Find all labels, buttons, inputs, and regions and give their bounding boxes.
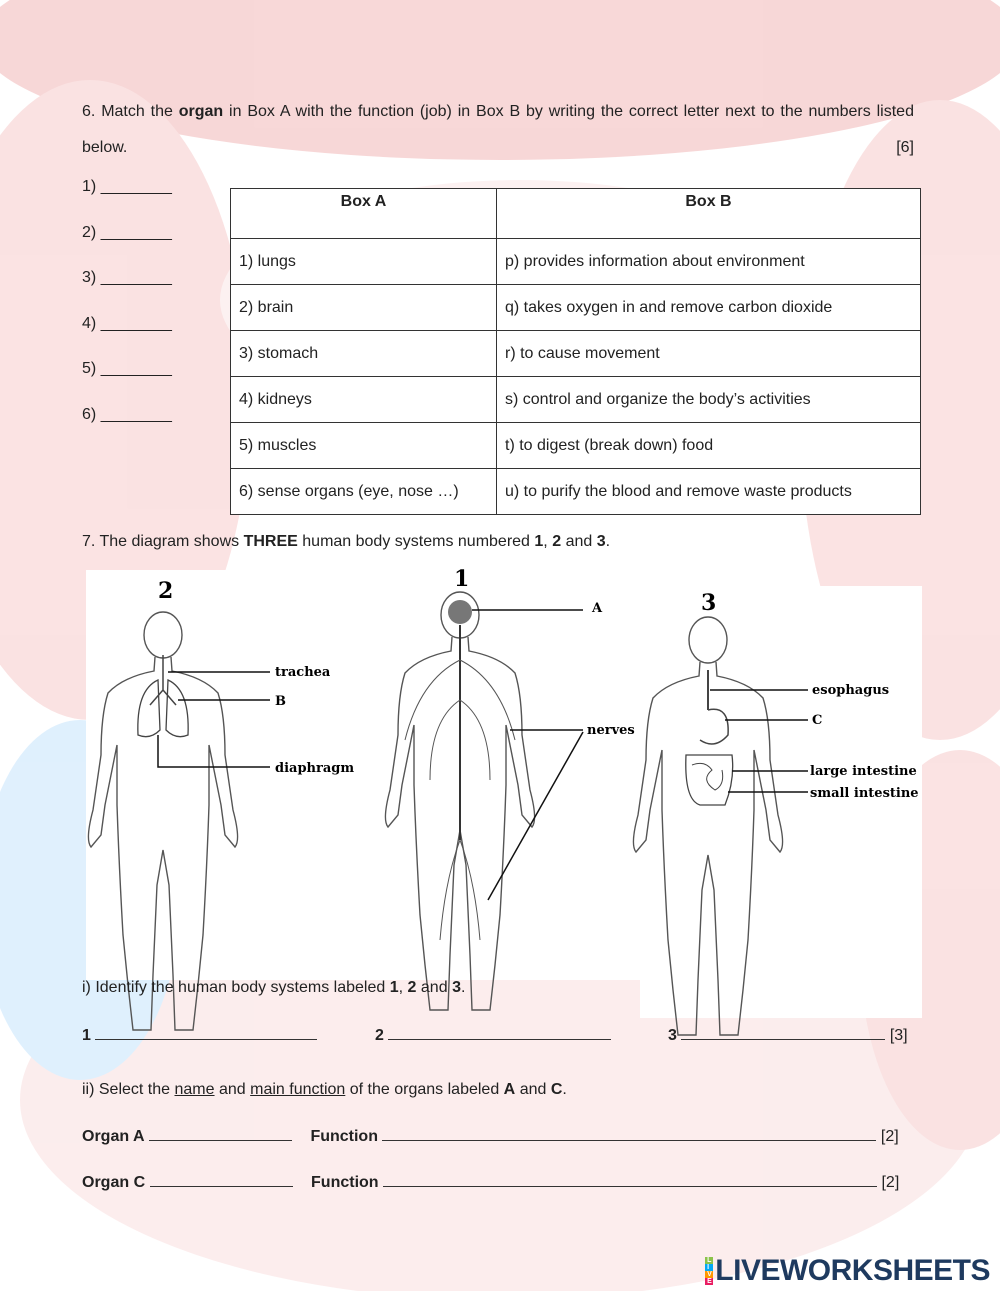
q7-bold: THREE — [243, 533, 298, 550]
answer-slot-label: 3) — [82, 269, 97, 286]
qii-u2: main function — [250, 1081, 346, 1098]
answer-slot-label: 1) — [82, 178, 97, 195]
box-b-cell: p) provides information about environment — [497, 239, 921, 285]
qii-mid: of the organs labeled — [349, 1081, 500, 1098]
function-label: Function — [311, 1174, 379, 1191]
answer-slot-label: 5) — [82, 360, 97, 377]
label-nerves: nerves — [587, 723, 635, 738]
answer-line[interactable] — [681, 1025, 885, 1040]
liveworksheets-logo[interactable] — [705, 1254, 990, 1288]
answer-slot-label: 2) — [82, 224, 97, 241]
qi-text: i) Identify the human body systems labeled — [82, 979, 386, 996]
label-small-intestine: small intestine — [810, 786, 919, 801]
organ-c-row — [82, 1172, 899, 1192]
qii-u1: name — [174, 1081, 215, 1098]
system-2-number: 2 — [158, 578, 174, 604]
box-a-cell: 1) lungs — [231, 239, 497, 285]
label-esophagus: esophagus — [812, 683, 890, 698]
function-line[interactable] — [382, 1126, 876, 1141]
answer-blank: ________ — [100, 224, 172, 241]
system-1-number: 1 — [454, 566, 470, 592]
q7-sep: , — [543, 533, 548, 550]
question-ii-text — [82, 1081, 567, 1099]
qi-marks: [3] — [889, 1027, 908, 1044]
brand-name: LIVEWORKSHEETS — [715, 1254, 990, 1287]
function-line[interactable] — [383, 1172, 877, 1187]
organ-name-line[interactable] — [150, 1172, 293, 1187]
box-a-cell: 4) kidneys — [231, 377, 497, 423]
q7-end: . — [605, 533, 611, 550]
question-number: 6. — [82, 103, 96, 120]
q7-prefix: 7. The diagram shows — [82, 533, 240, 550]
qi-n3: 3 — [452, 979, 461, 996]
organ-name-line[interactable] — [149, 1126, 292, 1141]
blank-label: 3 — [668, 1027, 677, 1044]
q6-bold-word: organ — [178, 103, 224, 120]
qi-n1: 1 — [389, 979, 399, 996]
q7-and: and — [565, 533, 593, 550]
logo-letter: I — [705, 1264, 713, 1271]
answer-system-3[interactable] — [668, 1025, 908, 1045]
organ-a-row — [82, 1126, 899, 1146]
box-b-cell: t) to digest (break down) food — [497, 423, 921, 469]
logo-letter: L — [705, 1257, 713, 1264]
answer-slot-label: 6) — [82, 406, 97, 423]
organ-marks: [2] — [880, 1128, 899, 1145]
q7-n2: 2 — [552, 533, 562, 550]
organ-marks: [2] — [881, 1174, 900, 1191]
label-trachea: trachea — [275, 665, 331, 680]
answer-blank: ________ — [100, 406, 172, 423]
label-c: C — [812, 713, 823, 728]
logo-mark-icon — [705, 1257, 713, 1285]
qii-and1: and — [218, 1081, 246, 1098]
function-label: Function — [310, 1128, 378, 1145]
answer-slot-label: 4) — [82, 315, 97, 332]
answer-line[interactable] — [388, 1025, 611, 1040]
logo-letter: E — [707, 1278, 712, 1285]
box-b-cell: s) control and organize the body’s activities — [497, 377, 921, 423]
box-a-cell: 2) brain — [231, 285, 497, 331]
box-b-cell: u) to purify the blood and remove waste products — [497, 469, 921, 515]
question-i-text — [82, 979, 465, 997]
label-large-intestine: large intestine — [810, 764, 917, 779]
q7-n3: 3 — [596, 533, 606, 550]
q7-n1: 1 — [534, 533, 544, 550]
qi-end: . — [460, 979, 466, 996]
qii-a: A — [503, 1081, 516, 1098]
blank-label: 1 — [82, 1027, 91, 1044]
answer-line[interactable] — [95, 1025, 317, 1040]
answer-system-2[interactable] — [375, 1025, 611, 1045]
label-b: B — [275, 694, 286, 709]
respiratory-system-figure — [88, 612, 270, 1030]
label-a: A — [592, 601, 603, 616]
logo-letter: V — [707, 1271, 712, 1278]
box-b-header: Box B — [497, 189, 921, 239]
organ-label: Organ A — [82, 1128, 145, 1145]
qii-c: C — [550, 1081, 563, 1098]
q6-marks: [6] — [896, 139, 914, 156]
organ-label: Organ C — [82, 1174, 146, 1191]
qi-n2: 2 — [407, 979, 417, 996]
box-a-header: Box A — [231, 189, 497, 239]
qi-and: and — [420, 979, 448, 996]
q7-middle: human body systems numbered — [302, 533, 530, 550]
system-3-number: 3 — [701, 590, 717, 616]
label-diaphragm: diaphragm — [275, 761, 355, 776]
q6-text-after: in Box A with the function (job) in Box B by writing the correct letter next to the numbers listed below. — [82, 103, 914, 156]
qii-and2: and — [519, 1081, 547, 1098]
answer-blank: ________ — [100, 360, 172, 377]
answer-blank: ________ — [100, 178, 172, 195]
answer-blank: ________ — [100, 315, 172, 332]
nervous-system-figure — [385, 592, 583, 1010]
qii-end: . — [562, 1081, 567, 1098]
box-a-cell: 3) stomach — [231, 331, 497, 377]
answer-blank: ________ — [100, 269, 172, 286]
blank-label: 2 — [375, 1027, 384, 1044]
q6-text-before: Match the — [101, 103, 173, 120]
answer-system-1[interactable] — [82, 1025, 317, 1045]
box-b-cell: r) to cause movement — [497, 331, 921, 377]
qi-comma: , — [398, 979, 404, 996]
box-b-cell: q) takes oxygen in and remove carbon dioxide — [497, 285, 921, 331]
digestive-system-figure — [633, 617, 808, 1035]
qii-prefix: ii) Select the — [82, 1081, 171, 1098]
box-a-cell: 6) sense organs (eye, nose …) — [231, 469, 497, 515]
box-a-cell: 5) muscles — [231, 423, 497, 469]
